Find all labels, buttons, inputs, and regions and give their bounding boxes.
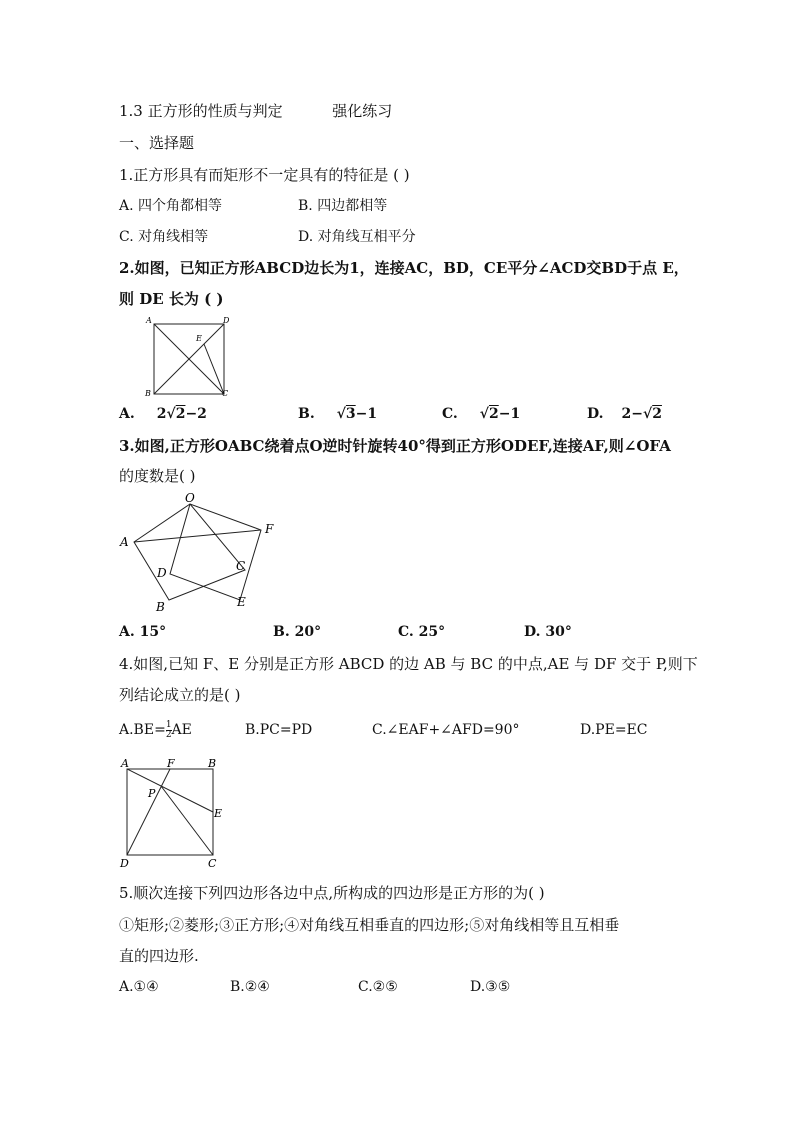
q3-stem-line1: 3.如图,正方形OABC绕着点O逆时针旋转40°得到正方形ODEF,连接AF,则∠OFA	[119, 437, 671, 455]
q4-stem-line2: 列结论成立的是( )	[119, 686, 241, 704]
q2-option-b	[298, 404, 377, 424]
q5-option-d: D.③⑤	[470, 979, 511, 995]
q2-stem-line1: 2.如图，已知正方形ABCD边长为1，连接AC，BD，CE平分∠ACD交BD于点 E，	[119, 259, 689, 277]
q4-a-denominator: 2	[165, 729, 172, 740]
q1-option-d: D. 对角线互相平分	[298, 229, 416, 245]
q2-label-e: E	[196, 334, 202, 343]
sqrt-icon: √2	[479, 406, 499, 422]
q4-a-numerator: 1	[165, 719, 172, 730]
q4-figure	[115, 755, 230, 870]
q1-stem: 1.正方形具有而矩形不一定具有的特征是 ( )	[119, 166, 410, 184]
q2-c-letter: C.	[442, 406, 458, 422]
q2-d-radicand: 2	[652, 406, 662, 422]
q5-stem: 5.顺次连接下列四边形各边中点,所构成的四边形是正方形的为( )	[119, 884, 545, 902]
q4-segment-df	[127, 769, 170, 855]
q3-option-d: D. 30°	[524, 624, 572, 640]
q2-d-letter: D.	[587, 406, 604, 422]
q3-label-o: O	[185, 491, 195, 505]
q3-stem-line2: 的度数是( )	[119, 467, 196, 485]
q5-option-a: A.①④	[119, 979, 159, 995]
sqrt-icon: √2	[643, 406, 662, 422]
q4-label-e: E	[214, 807, 223, 820]
q2-c-radicand: 2	[488, 406, 499, 422]
q2-label-d: D	[223, 316, 230, 325]
q4-segment-pc	[161, 786, 213, 855]
q2-d-pre: 2−	[621, 406, 643, 422]
q2-a-post: −2	[185, 406, 207, 422]
q4-label-f: F	[167, 757, 175, 770]
q3-label-a: A	[120, 535, 129, 549]
q4-label-b: B	[208, 757, 217, 770]
subtitle-text: 强化练习	[332, 102, 393, 120]
q3-option-a: A. 15°	[119, 624, 167, 640]
q3-option-c: C. 25°	[398, 624, 446, 640]
q2-b-post: −1	[355, 406, 378, 422]
q5-items-line2: 直的四边形.	[119, 947, 199, 965]
q2-c-post: −1	[498, 406, 521, 422]
q4-a-post: AE	[171, 722, 192, 738]
sqrt-icon: √3	[336, 406, 356, 422]
q4-option-c: C.∠EAF+∠AFD=90°	[372, 722, 520, 738]
q1-option-b: B. 四边都相等	[298, 198, 388, 214]
q2-option-d	[587, 404, 662, 424]
q5-option-b: B.②④	[230, 979, 270, 995]
q2-a-letter: A.	[119, 406, 135, 422]
q3-square-odef	[170, 504, 261, 600]
q1-option-c: C. 对角线相等	[119, 229, 209, 245]
q3-label-d: D	[157, 566, 167, 580]
q4-square	[127, 769, 213, 855]
q3-label-b: B	[156, 600, 165, 614]
q4-option-b: B.PC=PD	[245, 722, 313, 738]
q2-a-radicand: 2	[175, 406, 186, 422]
q4-label-c: C	[208, 857, 217, 870]
q4-option-d: D.PE=EC	[580, 722, 648, 738]
q2-b-radicand: 3	[345, 406, 356, 422]
q4-stem-line1: 4.如图,已知 F、E 分别是正方形 ABCD 的边 AB 与 BC 的中点,AE 与 DF 交于 P,则下	[119, 655, 698, 673]
q2-figure	[140, 312, 240, 400]
q2-bisector-ce	[204, 344, 224, 394]
q3-option-b: B. 20°	[273, 624, 322, 640]
q5-option-c: C.②⑤	[358, 979, 398, 995]
q2-option-a	[119, 404, 207, 424]
q4-label-p: P	[148, 787, 156, 800]
q4-segment-ae	[127, 769, 213, 812]
q2-a-coef: 2	[156, 406, 167, 422]
q2-option-c	[442, 404, 520, 424]
q3-label-c: C	[236, 559, 246, 573]
q3-figure	[115, 490, 285, 615]
q4-label-d: D	[120, 857, 129, 870]
sqrt-icon: √2	[166, 406, 186, 422]
q4-option-a	[119, 720, 192, 740]
q2-label-a: A	[146, 316, 152, 325]
q3-label-e: E	[237, 595, 246, 609]
section-heading: 一、选择题	[119, 134, 195, 152]
q2-label-b: B	[145, 389, 151, 398]
page-title	[119, 101, 392, 121]
title-text: 1.3 正方形的性质与判定	[119, 102, 283, 120]
q4-a-pre: A.BE=	[119, 722, 166, 738]
q1-option-a: A. 四个角都相等	[119, 198, 223, 214]
q5-items-line1: ①矩形;②菱形;③正方形;④对角线互相垂直的四边形;⑤对角线相等且互相垂	[119, 916, 620, 934]
q2-stem-line2: 则 DE 长为 ( )	[119, 290, 224, 308]
q4-label-a: A	[121, 757, 129, 770]
q2-label-c: C	[222, 389, 229, 398]
q2-b-letter: B.	[298, 406, 315, 422]
q3-label-f: F	[265, 522, 274, 536]
q3-segment-af	[134, 530, 261, 542]
